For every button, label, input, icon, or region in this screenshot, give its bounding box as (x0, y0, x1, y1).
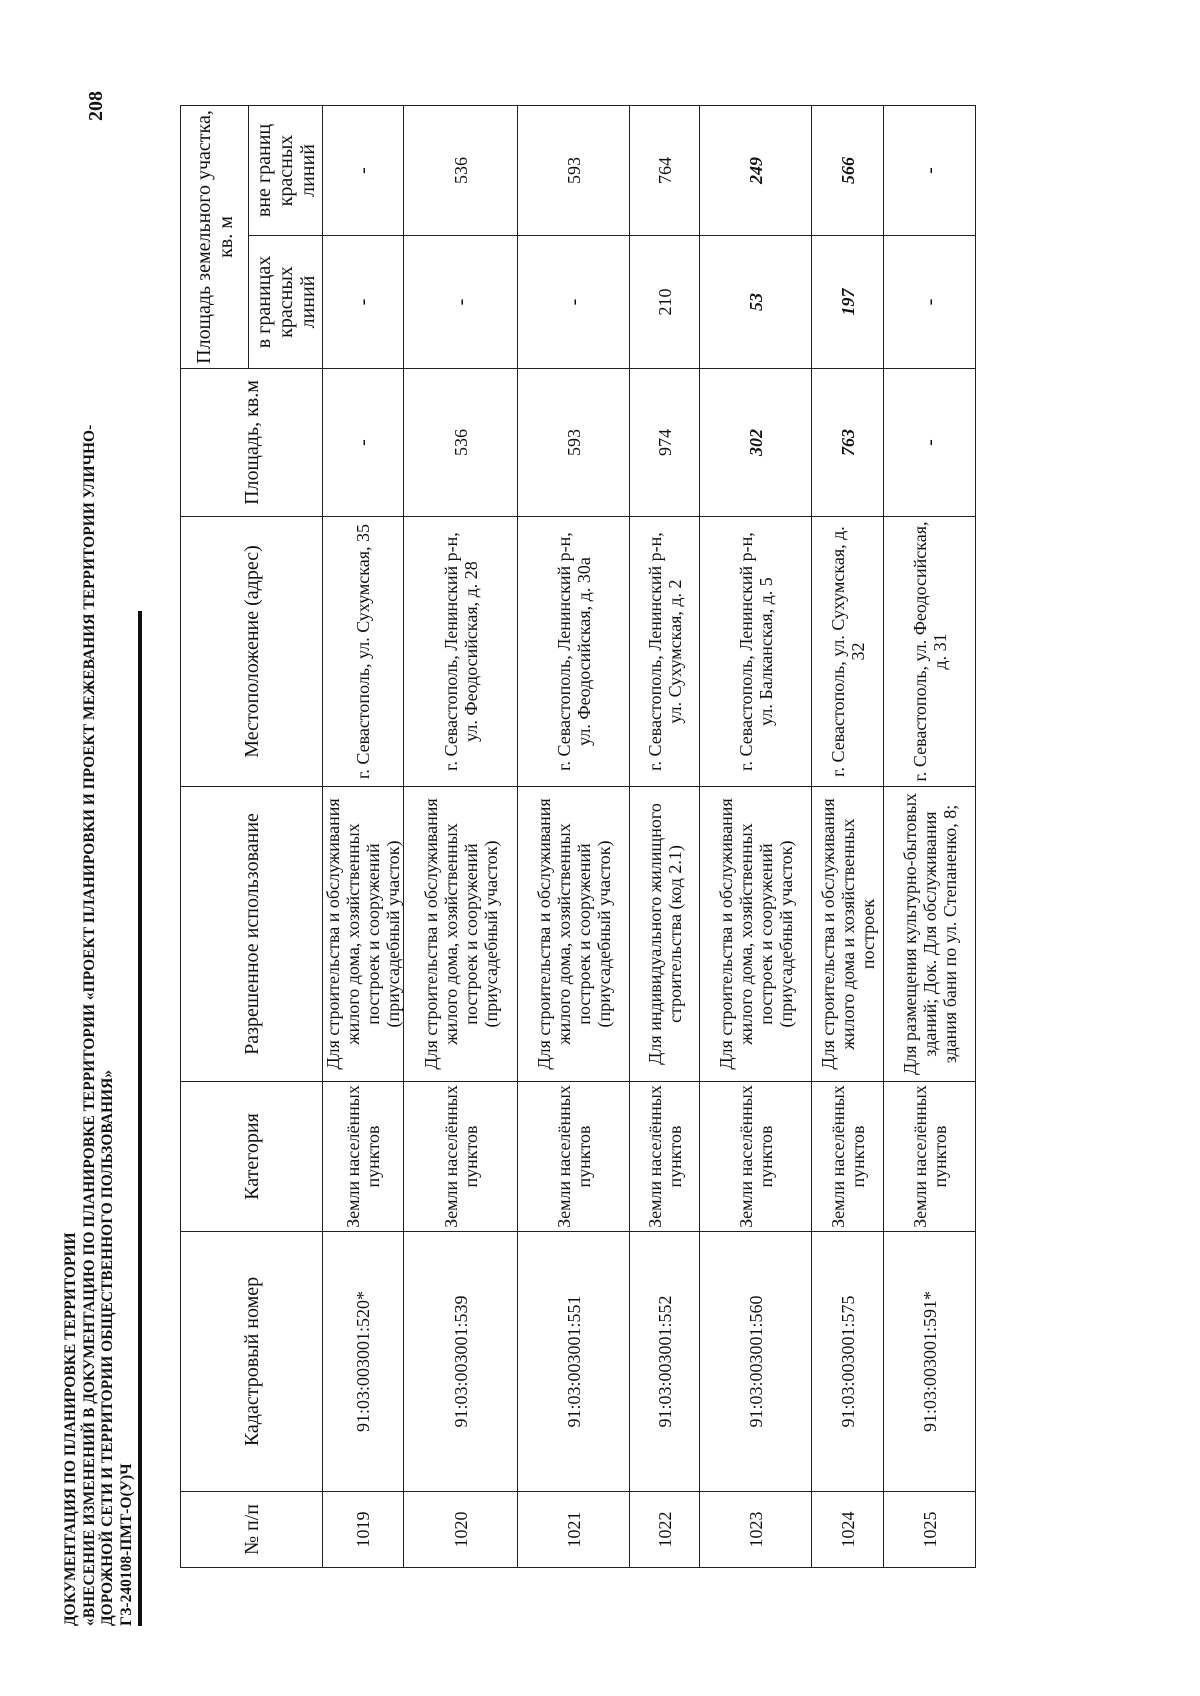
col-cadastral-header: Кадастровый номер (181, 1232, 323, 1492)
cell-cadastral: 91:03:003001:552 (630, 1232, 700, 1492)
cell-location: г. Севастополь, Ленинский р-н, ул. Феодосийская, д. 28 (404, 517, 518, 787)
col-outside-header: вне границ красных линий (249, 105, 323, 235)
page-number: 208 (85, 91, 107, 121)
document-header (62, 426, 136, 1626)
cell-outside: 536 (404, 105, 518, 235)
table-row (700, 105, 812, 1567)
cell-inside: 53 (700, 236, 812, 369)
cell-location: г. Севастополь, ул. Сухумская, д. 32 (812, 517, 884, 787)
cell-outside: - (323, 105, 404, 235)
cell-cadastral: 91:03:003001:551 (518, 1232, 630, 1492)
cell-num: 1022 (630, 1492, 700, 1568)
cell-area: 974 (630, 369, 700, 517)
header-line-3: ДОРОЖНОЙ СЕТИ И ТЕРРИТОРИИ ОБЩЕСТВЕННОГО ПОЛЬЗОВАНИЯ» (99, 1069, 116, 1626)
cell-inside: - (323, 236, 404, 369)
cell-area: 593 (518, 369, 630, 517)
cell-num: 1019 (323, 1492, 404, 1568)
cell-num: 1025 (884, 1492, 976, 1568)
cell-location: г. Севастополь, Ленинский р-н, ул. Феодосийская, д. 30а (518, 517, 630, 787)
table-row (630, 105, 700, 1567)
table-row (323, 105, 404, 1567)
cell-num: 1020 (404, 1492, 518, 1568)
header-line-1: ДОКУМЕНТАЦИЯ ПО ПЛАНИРОВКЕ ТЕРРИТОРИИ (62, 1232, 79, 1626)
cell-use: Для размещения культурно-бытовых зданий; Док. Для обслуживания здания бани по ул. Степаненко, 8; (884, 787, 976, 1082)
cell-outside: 566 (812, 105, 884, 235)
cell-outside: - (884, 105, 976, 235)
col-inside-header: в границах красных линий (249, 236, 323, 369)
cell-location: г. Севастополь, Ленинский р-н, ул. Сухумская, д. 2 (630, 517, 700, 787)
cell-use: Для строительства и обслуживания жилого дома, хозяйственных построек и сооружений (приусадебный участок) (700, 787, 812, 1082)
cell-area: 302 (700, 369, 812, 517)
cell-category: Земли населённых пунктов (323, 1082, 404, 1232)
header-line-2: «ВНЕСЕНИЕ ИЗМЕНЕНИЙ В ДОКУМЕНТАЦИЮ ПО ПЛАНИРОВКЕ ТЕРРИТОРИИ «ПРОЕКТ ПЛАНИРОВКИ И ПРОЕКТ МЕЖЕВАНИЯ ТЕРРИТОРИИ УЛИЧНО- (80, 424, 98, 1626)
col-plot-area-group-header: Площадь земельного участка, кв. м (181, 105, 249, 368)
table-row (404, 105, 518, 1567)
cell-category: Земли населённых пунктов (630, 1082, 700, 1232)
land-plots-table (180, 105, 976, 1568)
col-use-header: Разрешенное использование (181, 787, 323, 1082)
cell-category: Земли населённых пунктов (700, 1082, 812, 1232)
cell-use: Для строительства и обслуживания жилого дома, хозяйственных построек и сооружений (приусадебный участок) (404, 787, 518, 1082)
cell-inside: - (404, 236, 518, 369)
cell-cadastral: 91:03:003001:539 (404, 1232, 518, 1492)
col-category-header: Категория (181, 1082, 323, 1232)
cell-num: 1024 (812, 1492, 884, 1568)
cell-area: 763 (812, 369, 884, 517)
cell-cadastral: 91:03:003001:575 (812, 1232, 884, 1492)
cell-num: 1023 (700, 1492, 812, 1568)
cell-use: Для индивидуального жилищного строительства (код 2.1) (630, 787, 700, 1082)
cell-category: Земли населённых пунктов (518, 1082, 630, 1232)
cell-inside: 210 (630, 236, 700, 369)
cell-inside: - (884, 236, 976, 369)
cell-inside: - (518, 236, 630, 369)
col-area-header: Площадь, кв.м (181, 369, 323, 517)
cell-area: 536 (404, 369, 518, 517)
cell-use: Для строительства и обслуживания жилого дома и хозяйственных построек (812, 787, 884, 1082)
cell-area: - (884, 369, 976, 517)
header-rule (138, 611, 142, 1626)
table-row (884, 105, 976, 1567)
cell-category: Земли населённых пунктов (812, 1082, 884, 1232)
cell-outside: 593 (518, 105, 630, 235)
cell-inside: 197 (812, 236, 884, 369)
header-line-4: ГЗ-240108-ПМТ-О(У)Ч (117, 1463, 135, 1626)
cell-category: Земли населённых пунктов (404, 1082, 518, 1232)
table-row (812, 105, 884, 1567)
col-num-header: № п/п (181, 1492, 323, 1568)
cell-use: Для строительства и обслуживания жилого дома, хозяйственных построек и сооружений (приусадебный участок) (323, 787, 404, 1082)
cell-outside: 249 (700, 105, 812, 235)
cell-outside: 764 (630, 105, 700, 235)
table-row (518, 105, 630, 1567)
cell-num: 1021 (518, 1492, 630, 1568)
cell-category: Земли населённых пунктов (884, 1082, 976, 1232)
col-location-header: Местоположение (адрес) (181, 517, 323, 787)
cell-use: Для строительства и обслуживания жилого дома, хозяйственных построек и сооружений (приусадебный участок) (518, 787, 630, 1082)
cell-location: г. Севастополь, ул. Феодосийская, д. 31 (884, 517, 976, 787)
cell-location: г. Севастополь, ул. Сухумская, 35 (323, 517, 404, 787)
cell-location: г. Севастополь, Ленинский р-н, ул. Балканская, д. 5 (700, 517, 812, 787)
cell-cadastral: 91:03:003001:520* (323, 1232, 404, 1492)
cell-area: - (323, 369, 404, 517)
cell-cadastral: 91:03:003001:591* (884, 1232, 976, 1492)
cell-cadastral: 91:03:003001:560 (700, 1232, 812, 1492)
